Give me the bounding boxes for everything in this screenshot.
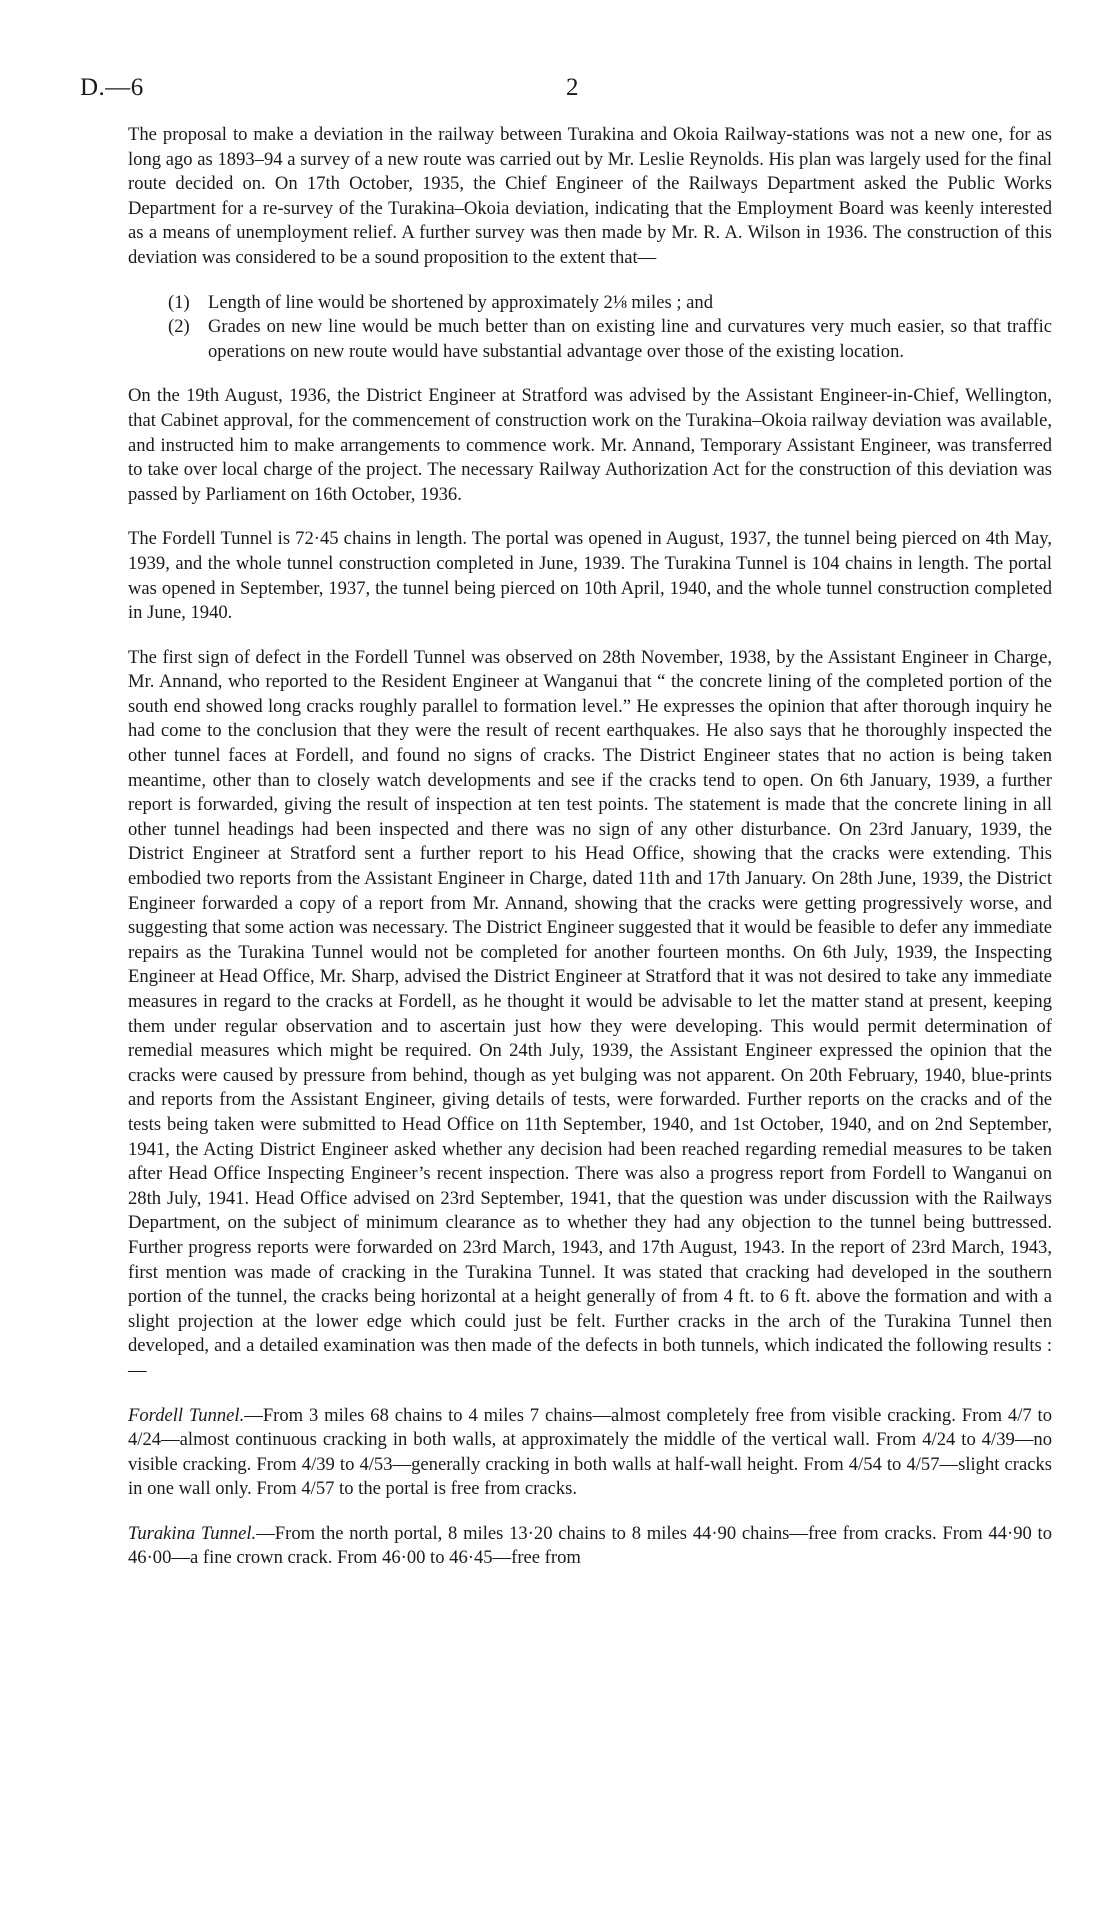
turakina-text: —From the north portal, 8 miles 13·20 chains to 8 miles 44·90 chains—free from cracks. From 44·90 to 46·00—a fine crown crack. From 46·00 to 46·45—free from bbox=[128, 1522, 1053, 1569]
body-text bbox=[128, 123, 1052, 1591]
intro-paragraph: The proposal to make a deviation in the railway between Turakina and Okoia Railway-stations was not a new one, for as long ago as 1893–94 a survey of a new route was carried out by Mr. Leslie Reynolds. His plan was largely used for the final route decided on. On 17th October, 1935, the Chief Engineer of the Railways Department asked the Public Works Department for a re-survey of the Turakina–Okoia deviation, indicating that the Employment Board was keenly interested as a means of unemployment relief. A further survey was then made by Mr. R. A. Wilson in 1936. The construction of this deviation was considered to be a sound proposition to the extent that— bbox=[128, 124, 1052, 268]
paragraph-defects-history: The first sign of defect in the Fordell Tunnel was observed on 28th November, 1938, by the Assistant Engineer in Charge, Mr. Annand, who reported to the Resident Engineer at Wanganui that “ the concrete lining of the completed portion of the south end showed long cracks roughly parallel to formation level.” He expresses the opinion that after thorough inquiry he had come to the conclusion that they were the result of recent earthquakes. He also says that he thoroughly inspected the other tunnel faces at Fordell, and found no signs of cracks. The District Engineer states that no action is being taken meantime, other than to closely watch developments and see if the cracks tend to open. On 6th January, 1939, a further report is forwarded, giving the result of inspection at ten test points. The statement is made that the concrete lining in all other tunnel headings had been inspected and there was no sign of any other disturbance. On 23rd January, 1939, the District Engineer at Stratford sent a further report to his Head Office, showing that the cracks were extending. This embodied two reports from the Assistant Engineer in Charge, dated 11th and 17th January. On 28th June, 1939, the District Engineer forwarded a copy of a report from Mr. Annand, showing that the cracks were getting progressively worse, and suggesting that some action was necessary. The District Engineer suggested that it would be feasible to defer any immediate repairs as the Turakina Tunnel would not be completed for another fourteen months. On 6th July, 1939, the Inspecting Engineer at Head Office, Mr. Sharp, advised the District Engineer at Stratford that it was not desired to take any immediate measures in regard to the cracks at Fordell, as he thought it would be advisable to let the matter stand at present, keeping them under regular observation and to ascertain just how they were developing. This would permit determination of remedial measures which might be required. On 24th July, 1939, the Assistant Engineer expressed the opinion that the cracks were caused by pressure from behind, though as yet bulging was not apparent. On 20th February, 1940, blue-prints and reports from the Assistant Engineer, giving details of tests, were forwarded. Further reports on the cracks and of the tests being taken were submitted to Head Office on 11th September, 1940, and 1st October, 1940, and on 2nd September, 1941, the Acting District Engineer asked whether any decision had been reached regarding remedial measures to be taken after Head Office Inspecting Engineer’s recent inspection. There was also a progress report from Fordell to Wanganui on 28th July, 1941. Head Office advised on 23rd September, 1941, that the question was under discussion with the Railways Department, on the subject of minimum clearance as to whether they had any objection to the tunnel being buttressed. Further progress reports were forwarded on 23rd March, 1943, and 17th August, 1943. In the report of 23rd March, 1943, first mention was made of cracking in the Turakina Tunnel. It was stated that cracking had developed in the southern portion of the tunnel, the cracks being horizontal at a height generally of from 4 ft. to 6 ft. above the formation and with a slight projection at the lower edge which could just be felt. Further cracks in the arch of the Turakina Tunnel then developed, and a detailed examination was then made of the defects in both tunnels, which indicated the following results :— bbox=[128, 646, 1052, 1381]
fordell-heading: Fordell Tunnel. bbox=[128, 1404, 245, 1426]
page-number: 2 bbox=[566, 74, 579, 101]
list-item bbox=[168, 291, 1052, 316]
list-text: Grades on new line would be much better than on existing line and curvatures very much easier, so that traffic operations on new route would have substantial advantage over those of the existing location. bbox=[208, 316, 1052, 362]
paragraph-turakina-tunnel bbox=[128, 1522, 1052, 1571]
list-text: Length of line would be shortened by approximately 2⅛ miles ; and bbox=[208, 291, 714, 313]
list-number: (1) bbox=[168, 291, 190, 313]
conditions-list bbox=[128, 291, 1052, 365]
page-reference: D.—6 bbox=[80, 74, 144, 101]
paragraph-tunnel-lengths: The Fordell Tunnel is 72·45 chains in length. The portal was opened in August, 1937, the tunnel being pierced on 4th May, 1939, and the whole tunnel construction completed in June, 1939. The Turakina Tunnel is 104 chains in length. The portal was opened in September, 1937, the tunnel being pierced on 10th April, 1940, and the whole tunnel construction completed in June, 1940. bbox=[128, 528, 1052, 624]
paragraph-cabinet-approval: On the 19th August, 1936, the District Engineer at Stratford was advised by the Assistant Engineer-in-Chief, Wellington, that Cabinet approval, for the commencement of construction work on the Turakina–Okoia railway deviation was available, and instructed him to make arrangements to commence work. Mr. Annand, Temporary Assistant Engineer, was transferred to take over local charge of the project. The necessary Railway Authorization Act for the construction of this deviation was passed by Parliament on 16th October, 1936. bbox=[128, 385, 1052, 505]
list-number: (2) bbox=[168, 316, 190, 338]
list-item bbox=[168, 315, 1052, 364]
turakina-heading: Turakina Tunnel. bbox=[128, 1522, 257, 1544]
paragraph-fordell-tunnel bbox=[128, 1404, 1052, 1502]
fordell-text: —From 3 miles 68 chains to 4 miles 7 chains—almost completely free from visible cracking. From 4/7 to 4/24—almost continuous cracking in both walls, at approximately the middle of the vertical wall. From 4/24 to 4/39—no visible cracking. From 4/39 to 4/53—generally cracking in both walls at half-wall height. From 4/54 to 4/57—slight cracks in one wall only. From 4/57 to the portal is free from cracks. bbox=[128, 1404, 1052, 1500]
